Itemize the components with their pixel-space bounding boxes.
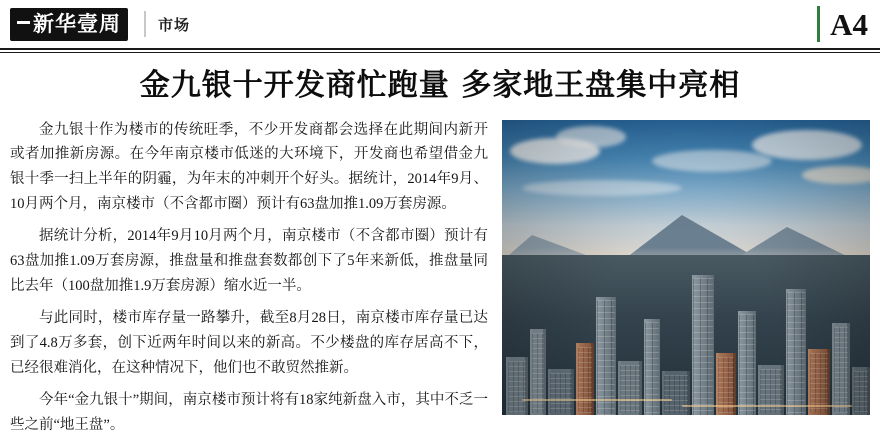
logo-text: 新华壹周 bbox=[33, 11, 121, 36]
article-paragraph: 今年“金九银十”期间，南京楼市预计将有18家纯新盘入市，其中不乏一些之前“地王盘”。 bbox=[10, 391, 488, 433]
logo-badge bbox=[10, 8, 128, 41]
page-number-rule bbox=[817, 6, 820, 42]
masthead bbox=[0, 0, 880, 48]
section-label: 市场 bbox=[158, 15, 191, 34]
masthead-rule-thick bbox=[0, 48, 880, 50]
publication-logo[interactable] bbox=[10, 7, 128, 41]
article-paragraph: 据统计分析，2014年9月10月两个月，南京楼市（不含都市圈）预计有63盘加推1.09万套房源，推盘量和推盘套数都创下了5年来新低，推盘量同比去年（100盘加推1.9万套房源）缩水近一半。 bbox=[10, 228, 488, 295]
page-number: A4 bbox=[830, 6, 868, 42]
article-body bbox=[0, 118, 880, 433]
article-paragraph: 与此同时，楼市库存量一路攀升，截至8月28日，南京楼市库存量已达到了4.8万多套，创下近两年时间以来的新高。不少楼盘的库存居高不下，已经很难消化，在这种情况下，他们也不敢贸然推新。 bbox=[10, 310, 488, 376]
article-paragraph: 金九银十作为楼市的传统旺季，不少开发商都会选择在此期间内新开或者加推新房源。在今年南京楼市低迷的大环境下，开发商也希望借金九银十季一扫上半年的阴霾，为年末的冲刺开个好头。据统计，2014年9月、10月两个月，南京楼市（不含都市圈）预计有63盘加推1.09万套房源。 bbox=[10, 121, 488, 213]
page-title: 金九银十开发商忙跑量 多家地王盘集中亮相 bbox=[139, 68, 741, 103]
aerial-city-skyline-photo bbox=[502, 120, 870, 415]
logo-dash-icon bbox=[17, 21, 30, 24]
masthead-divider bbox=[144, 11, 146, 37]
photo-vignette bbox=[502, 120, 870, 415]
masthead-right bbox=[817, 6, 868, 42]
